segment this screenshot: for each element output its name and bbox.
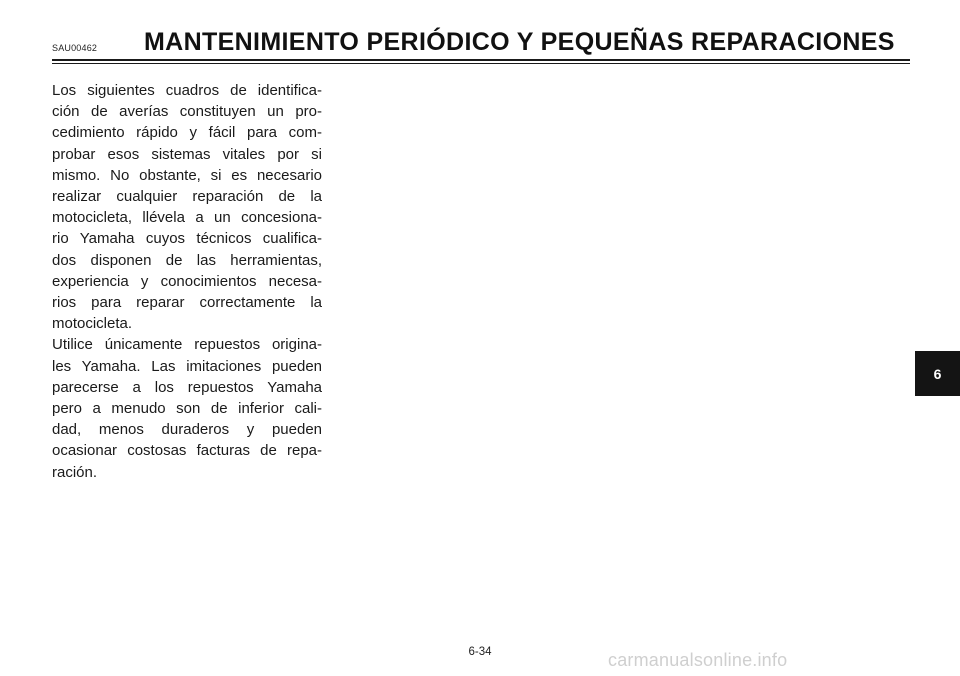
text-line: motocicleta. [52,315,133,333]
text-line: dos disponen de las herramientas, [52,251,322,269]
text-line: realizar cualquier reparación de la [52,188,322,206]
text-line: pero a menudo son de inferior cali- [52,400,322,418]
text-line: probar esos sistemas vitales por si [52,145,322,163]
text-line: ción de averías constituyen un pro- [52,103,322,121]
text-line: les Yamaha. Las imitaciones pueden [52,357,322,375]
chapter-tab: 6 [915,351,960,396]
header-rule-thick [52,59,910,61]
text-line: mismo. No obstante, si es necesario [52,166,322,184]
text-line: cedimiento rápido y fácil para com- [52,124,322,142]
text-line: ración. [52,463,98,481]
document-code: SAU00462 [52,43,98,53]
text-line: ocasionar costosas facturas de repa- [52,442,322,460]
text-line: Utilice únicamente repuestos origina- [52,336,322,354]
body-text-column [52,80,322,483]
text-line: motocicleta, llévela a un concesiona- [52,209,322,227]
page-title: MANTENIMIENTO PERIÓDICO Y PEQUEÑAS REPARACIONES [144,28,895,56]
text-line: experiencia y conocimientos necesa- [52,272,322,290]
header-rule-thin [52,63,910,64]
text-line: Los siguientes cuadros de identifica- [52,82,322,99]
paragraph [52,334,322,482]
paragraph [52,80,322,334]
page-number: 6-34 [468,646,492,658]
text-line: dad, menos duraderos y pueden [52,421,322,439]
text-line: parecerse a los repuestos Yamaha [52,378,322,396]
watermark: carmanualsonline.info [608,650,788,670]
text-line: rio Yamaha cuyos técnicos cualifica- [52,230,322,248]
text-line: rios para reparar correctamente la [52,294,322,312]
